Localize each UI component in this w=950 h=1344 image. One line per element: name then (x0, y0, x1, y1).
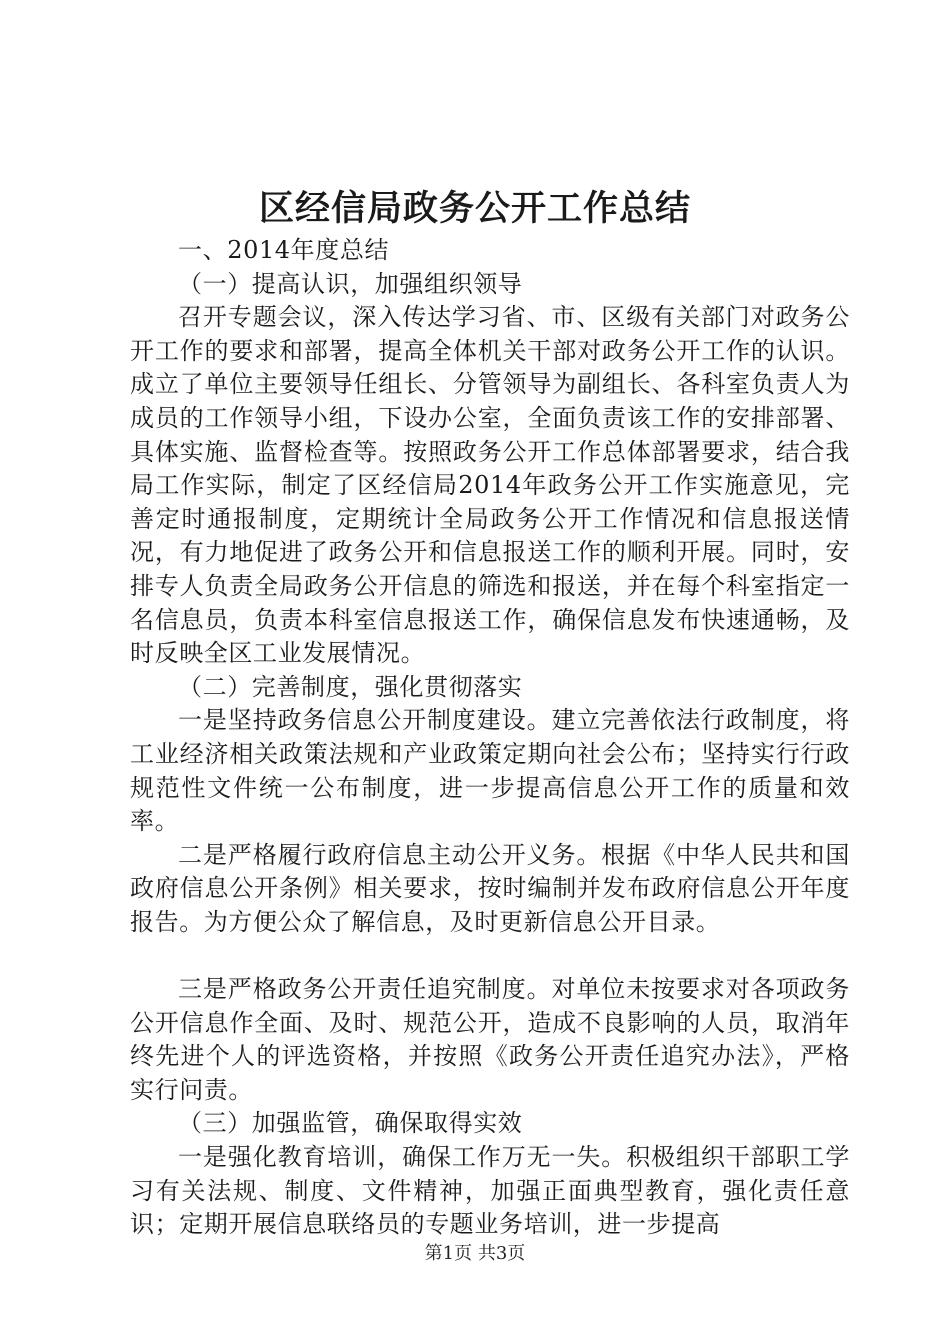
body-paragraph-2: 一是坚持政务信息公开制度建设。建立完善依法行政制度，将工业经济相关政策法规和产业政策定期向社会公布；坚持实行行政规范性文件统一公布制度，进一步提高信息公开工作的质量和效率。 (130, 706, 850, 836)
document-body (130, 234, 850, 1242)
page-footer: 第1页 共3页 (424, 1243, 526, 1264)
document-title: 区经信局政务公开工作总结 (258, 188, 691, 229)
section-heading-1: 一、2014年度总结 (178, 236, 390, 264)
body-paragraph-3: 二是严格履行政府信息主动公开义务。根据《中华人民共和国政府信息公开条例》相关要求，按时编制并发布政府信息公开年度报告。为方便公众了解信息，及时更新信息公开目录。 (130, 840, 850, 936)
paragraph-gap (130, 939, 850, 973)
subsection-heading-3: （三）加强监管，确保取得实效 (178, 1109, 523, 1138)
body-paragraph-5: 一是强化教育培训，确保工作万无一失。积极组织干部职工学习有关法规、制度、文件精神，加强正面典型教育，强化责任意识；定期开展信息联络员的专题业务培训，进一步提高 (130, 1143, 850, 1239)
body-paragraph-4: 三是严格政务公开责任追究制度。对单位未按要求对各项政务公开信息作全面、及时、规范公开，造成不良影响的人员，取消年终先进个人的评选资格，并按照《政务公开责任追究办法》，严格实行问责。 (130, 975, 850, 1104)
subsection-heading-1: （一）提高认识，加强组织领导 (178, 269, 523, 298)
subsection-heading-2: （二）完善制度，强化贯彻落实 (178, 672, 523, 701)
body-paragraph-1: 召开专题会议，深入传达学习省、市、区级有关部门对政务公开工作的要求和部署，提高全体机关干部对政务公开工作的认识。成立了单位主要领导任组长、分管领导为副组长、各科室负责人为成员的工作领导小组，下设办公室，全面负责该工作的安排部署、具体实施、监督检查等。按照政务公开工作总体部署要求，结合我局工作实际，制定了区经信局2014年政务公开工作实施意见，完善定时通报制度，定期统计全局政务公开工作情况和信息报送情况，有力地促进了政务公开和信息报送工作的顺利开展。同时，安排专人负责全局政务公开信息的筛选和报送，并在每个科室指定一名信息员，负责本科室信息报送工作，确保信息发布快速通畅，及时反映全区工业发展情况。 (130, 303, 850, 668)
